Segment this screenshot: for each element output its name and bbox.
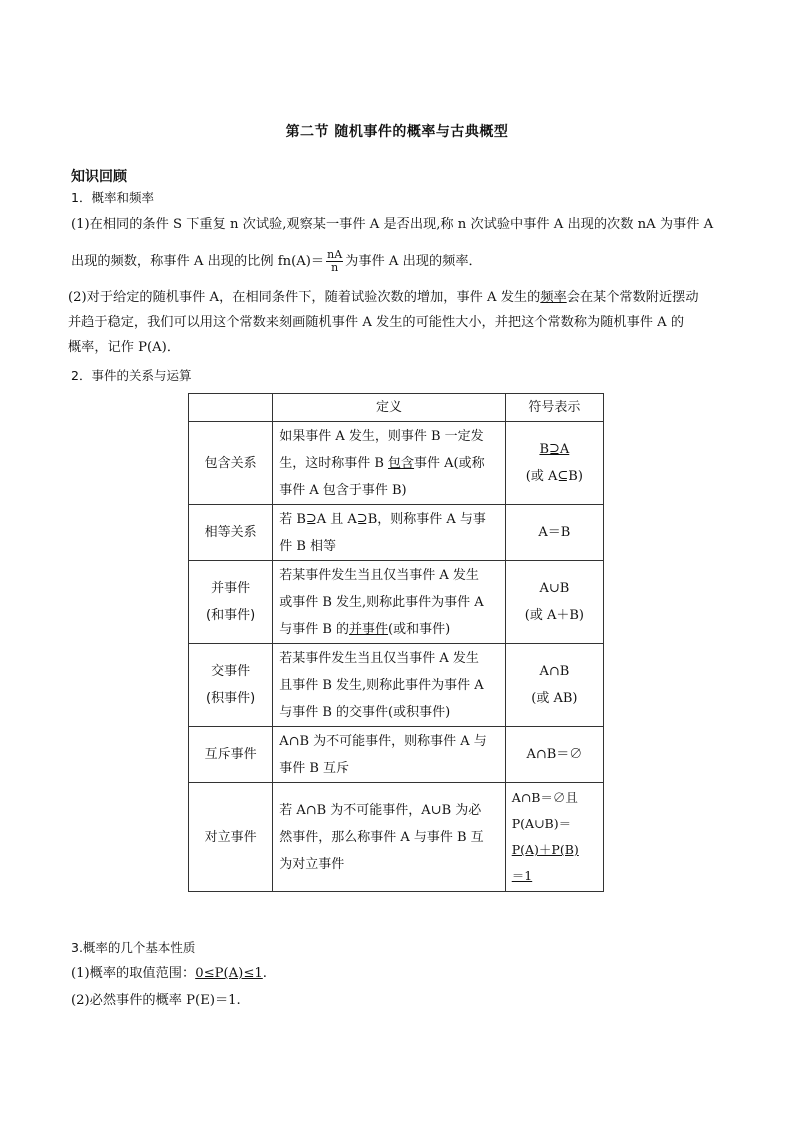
sym-line: A∩B＝∅且 [511, 790, 578, 805]
table-header-row [189, 394, 604, 422]
property-1-range: 0≤P(A)≤1 [195, 966, 263, 981]
frequency-text-b: 为事件 A 出现的频率． [345, 254, 482, 269]
def-line: 若 A∩B 为不可能事件，A∪B 为必 [279, 802, 482, 818]
sym-line: A∪B [539, 581, 570, 596]
sym-line: P(A)＋P(B) [511, 842, 579, 857]
row-definition [273, 783, 506, 892]
sym-line: B⊇A [539, 442, 570, 457]
def-line: 生，这时称事件 B 包含事件 A(或称 [279, 455, 485, 471]
def-line: 然事件，那么称事件 A 与事件 B 互 [279, 829, 484, 845]
def-line: 且事件 B 发生,则称此事件为事件 A [279, 677, 484, 693]
name-line: 相等关系 [204, 525, 257, 540]
name-line: 包含关系 [204, 455, 257, 471]
def-line: 与事件 B 的并事件(或和事件) [279, 621, 451, 637]
sym-line: A∩B [539, 664, 570, 679]
def-line: 或事件 B 发生,则称此事件为事件 A [279, 594, 484, 610]
p2-text-b: 会在某个常数附近摆动 [566, 290, 699, 305]
property-1-end: . [262, 966, 267, 981]
page-title: 第二节 随机事件的概率与古典概型 [285, 124, 509, 140]
table-row [189, 783, 604, 892]
def-line: 事件 A 包含于事件 B) [279, 482, 407, 498]
fraction-denominator: n [331, 261, 339, 274]
paragraph-2-line-1 [68, 289, 699, 307]
row-definition [273, 422, 506, 505]
def-line: 件 B 相等 [279, 538, 337, 554]
section-1-heading: 1．概率和频率 [71, 190, 154, 205]
p2-text-a: (2)对于给定的随机事件 A，在相同条件下，随着试验次数的增加，事件 A 发生的 [68, 290, 541, 305]
row-name [189, 644, 273, 727]
header-cell-definition: 定义 [273, 394, 506, 422]
def-line: 如果事件 A 发生，则事件 B 一定发 [279, 428, 484, 444]
table-row [189, 422, 604, 505]
row-symbol [505, 783, 603, 892]
name-line: 对立事件 [204, 829, 257, 845]
sym-line: A＝B [538, 525, 571, 540]
row-symbol [505, 644, 603, 727]
def-line: 与事件 B 的交事件(或积事件) [279, 704, 451, 720]
table-row [189, 644, 604, 727]
name-line: 互斥事件 [204, 747, 257, 762]
def-line: 若某事件发生当且仅当事件 A 发生 [279, 650, 479, 666]
row-symbol [505, 727, 603, 783]
paragraph-2-line-3: 概率，记作 P(A)． [68, 340, 181, 355]
name-line: (和事件) [206, 608, 256, 623]
def-line: 事件 B 互斥 [279, 760, 350, 776]
row-definition [273, 561, 506, 644]
paragraph-1-line-1: (1)在相同的条件 S 下重复 n 次试验,观察某一事件 A 是否出现,称 n 次试验中事件 A 出现的次数 nA 为事件 A [71, 217, 714, 232]
property-1 [71, 965, 267, 983]
section-2-heading: 2．事件的关系与运算 [71, 368, 192, 383]
header-cell-empty [189, 394, 273, 422]
sym-line: P(A∪B)＝ [511, 816, 572, 831]
name-line: (积事件) [206, 691, 256, 706]
name-line: 并事件 [211, 581, 251, 596]
property-1-text: (1)概率的取值范围： [71, 966, 196, 981]
sym-line: (或 A⊆B) [525, 469, 583, 484]
row-definition [273, 644, 506, 727]
table-row [189, 727, 604, 783]
sym-line: (或 AB) [531, 691, 578, 706]
review-heading: 知识回顾 [71, 169, 127, 185]
def-line: 为对立事件 [279, 856, 345, 872]
row-name [189, 783, 273, 892]
row-symbol [505, 561, 603, 644]
property-2: (2)必然事件的概率 P(E)＝1. [71, 993, 241, 1008]
row-definition [273, 505, 506, 561]
header-cell-symbol: 符号表示 [505, 394, 603, 422]
event-relations-table [188, 393, 604, 892]
row-name [189, 422, 273, 505]
def-line: A∩B 为不可能事件，则称事件 A 与 [279, 733, 487, 749]
table-row [189, 505, 604, 561]
table-row [189, 561, 604, 644]
def-line: 若 B⊇A 且 A⊇B，则称事件 A 与事 [279, 511, 486, 527]
sym-line: ＝1 [511, 868, 533, 883]
frequency-fraction [326, 249, 343, 274]
row-symbol [505, 422, 603, 505]
def-line: 若某事件发生当且仅当事件 A 发生 [279, 567, 479, 583]
sym-line: A∩B＝∅ [526, 747, 583, 762]
row-name [189, 727, 273, 783]
paragraph-1-line-2 [71, 249, 482, 274]
row-name [189, 561, 273, 644]
p2-underlined-term: 频率 [540, 290, 567, 305]
section-3-heading: 3.概率的几个基本性质 [71, 940, 196, 955]
fraction-numerator: nA [327, 248, 343, 261]
row-symbol [505, 505, 603, 561]
frequency-text-a: 出现的频数，称事件 A 出现的比例 fn(A)＝ [71, 254, 325, 269]
row-name [189, 505, 273, 561]
sym-line: (或 A＋B) [524, 608, 584, 623]
row-definition [273, 727, 506, 783]
name-line: 交事件 [211, 664, 251, 679]
paragraph-2-line-2: 并趋于稳定，我们可以用这个常数来刻画随机事件 A 发生的可能性大小，并把这个常数称为随机事件 A 的 [68, 315, 685, 330]
